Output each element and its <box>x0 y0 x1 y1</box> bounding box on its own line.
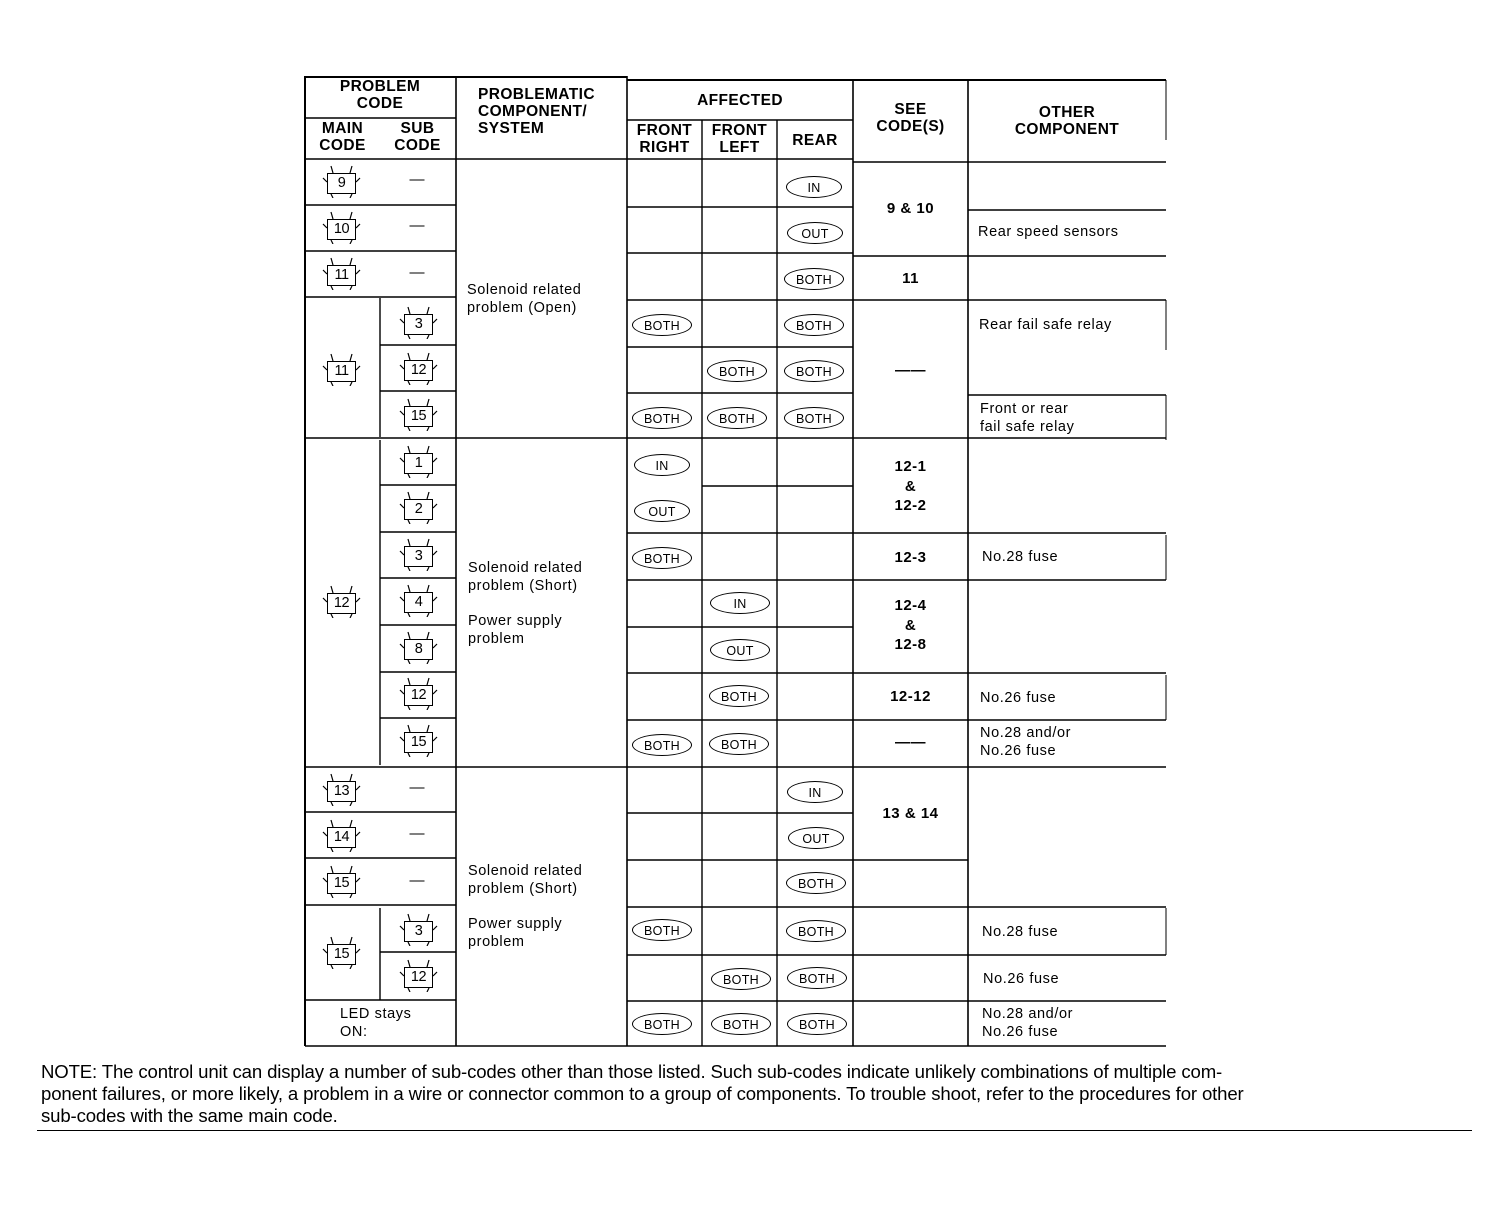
header-front-left: FRONT LEFT <box>711 122 768 156</box>
led-ray <box>427 474 429 478</box>
led-ray <box>356 224 360 228</box>
component-power-13-15: Power supply problem <box>468 916 563 950</box>
main-code-9: 9 <box>319 164 367 198</box>
led-ray <box>427 753 429 757</box>
led-ray <box>331 286 333 290</box>
led-ray <box>433 365 437 369</box>
led-ray <box>350 586 352 593</box>
led-ray <box>350 866 352 873</box>
badge-both: BOTH <box>632 314 692 336</box>
see-code-9-10: 9 & 10 <box>886 200 935 217</box>
led-ray <box>408 335 410 339</box>
badge-both: BOTH <box>709 685 769 707</box>
led-ray <box>427 399 429 406</box>
badge-both: BOTH <box>632 1013 692 1035</box>
sub-code-none: — <box>409 779 425 796</box>
other-fuse-28-26: No.28 and/or No.26 fuse <box>982 1006 1074 1040</box>
header-problematic-component: PROBLEMATIC COMPONENT/ SYSTEM <box>478 86 595 137</box>
badge-in: IN <box>634 454 690 476</box>
led-ray <box>356 832 360 836</box>
led-ray <box>350 802 352 806</box>
led-ray <box>331 586 333 593</box>
badge-both: BOTH <box>784 407 844 429</box>
footnote: NOTE: The control unit can display a number of sub-codes other than those listed. Such sub-codes indicate unlikely combinations of multiple com- ponent failures, or more likely, a problem in a wire or connector common to a group of components. To trouble shoot, refer to the procedures for other sub-codes with the same main code. <box>41 1061 1244 1126</box>
other-fuse-26: No.26 fuse <box>980 690 1057 706</box>
led-ray <box>356 366 360 370</box>
other-fuse-28: No.28 fuse <box>982 924 1059 940</box>
led-ray <box>350 937 352 944</box>
header-front-right: FRONT RIGHT <box>636 122 693 156</box>
other-fuse-28-26: No.28 and/or No.26 fuse <box>980 725 1072 759</box>
led-ray <box>331 382 333 386</box>
led-ray <box>350 774 352 781</box>
led-ray <box>350 166 352 173</box>
led-ray <box>427 492 429 499</box>
led-ray <box>427 539 429 546</box>
led-ray <box>408 520 410 524</box>
see-code-12-4-12-8: 12-4 & 12-8 <box>894 597 927 653</box>
led-ray <box>350 194 352 198</box>
component-short-12: Solenoid related problem (Short) <box>468 560 583 594</box>
led-ray <box>408 492 410 499</box>
sub-code-15-12: 12 <box>396 958 444 992</box>
header-main-code: MAIN CODE <box>319 120 366 154</box>
main-code-14: 14 <box>319 818 367 852</box>
badge-both: BOTH <box>784 360 844 382</box>
badge-both: BOTH <box>707 360 767 382</box>
led-ray <box>408 706 410 710</box>
led-ray <box>433 972 437 976</box>
led-ray <box>408 567 410 571</box>
see-code-12-12: 12-12 <box>890 688 931 705</box>
led-ray <box>331 194 333 198</box>
other-fuse-28: No.28 fuse <box>982 549 1059 565</box>
led-ray <box>331 802 333 806</box>
badge-in: IN <box>786 176 842 198</box>
sub-code-11-15: 15 <box>396 397 444 431</box>
led-ray <box>408 585 410 592</box>
led-ray <box>350 212 352 219</box>
led-ray <box>433 690 437 694</box>
see-code-12-3: 12-3 <box>894 549 927 566</box>
led-ray <box>427 307 429 314</box>
main-code-15: 15 <box>319 864 367 898</box>
badge-out: OUT <box>787 222 843 244</box>
led-ray <box>356 178 360 182</box>
sub-code-12-4: 4 <box>396 583 444 617</box>
led-ray <box>331 774 333 781</box>
led-ray <box>408 427 410 431</box>
led-ray <box>408 914 410 921</box>
sub-code-12-1: 1 <box>396 444 444 478</box>
led-ray <box>427 942 429 946</box>
main-code-11-group: 11 <box>319 352 367 386</box>
badge-both: BOTH <box>632 547 692 569</box>
main-code-15-group: 15 <box>319 935 367 969</box>
led-ray <box>427 660 429 664</box>
sub-code-none: — <box>409 171 425 188</box>
header-problem-code: PROBLEM CODE <box>339 78 421 112</box>
led-ray <box>331 965 333 969</box>
led-ray <box>427 988 429 992</box>
sub-code-12-3: 3 <box>396 537 444 571</box>
led-ray <box>408 381 410 385</box>
led-ray <box>350 258 352 265</box>
led-ray <box>350 965 352 969</box>
sub-code-none: — <box>409 264 425 281</box>
badge-both: BOTH <box>784 268 844 290</box>
main-code-11: 11 <box>319 256 367 290</box>
led-ray <box>331 212 333 219</box>
badge-both: BOTH <box>787 1013 847 1035</box>
main-code-10: 10 <box>319 210 367 244</box>
led-ray <box>408 725 410 732</box>
led-ray <box>408 539 410 546</box>
led-ray <box>427 914 429 921</box>
badge-both: BOTH <box>784 314 844 336</box>
led-ray <box>427 706 429 710</box>
led-ray <box>356 949 360 953</box>
led-ray <box>433 644 437 648</box>
led-ray <box>331 354 333 361</box>
component-open: Solenoid related problem (Open) <box>467 282 582 316</box>
led-ray <box>331 614 333 618</box>
led-ray <box>433 411 437 415</box>
sub-code-12-8: 8 <box>396 630 444 664</box>
led-ray <box>408 474 410 478</box>
led-ray <box>350 894 352 898</box>
led-ray <box>331 240 333 244</box>
led-ray <box>331 166 333 173</box>
led-ray <box>427 381 429 385</box>
main-code-12-group: 12 <box>319 584 367 618</box>
led-ray <box>433 319 437 323</box>
badge-out: OUT <box>788 827 844 849</box>
led-ray <box>427 567 429 571</box>
led-ray <box>356 270 360 274</box>
led-ray <box>433 458 437 462</box>
component-power-12: Power supply problem <box>468 613 563 647</box>
sub-code-none: — <box>409 872 425 889</box>
sub-code-11-3: 3 <box>396 305 444 339</box>
see-code-none: —— <box>895 734 926 751</box>
see-code-12-1-12-2: 12-1 & 12-2 <box>894 458 927 514</box>
header-rear: REAR <box>792 132 838 149</box>
header-see-codes: SEE CODE(S) <box>876 101 945 135</box>
other-fuse-26: No.26 fuse <box>983 971 1060 987</box>
header-sub-code: SUB CODE <box>394 120 441 154</box>
led-ray <box>350 614 352 618</box>
see-code-none: —— <box>895 362 926 379</box>
badge-both: BOTH <box>632 734 692 756</box>
led-ray <box>331 937 333 944</box>
badge-both: BOTH <box>632 919 692 941</box>
led-ray <box>350 240 352 244</box>
led-ray <box>408 399 410 406</box>
badge-out: OUT <box>634 500 690 522</box>
led-ray <box>408 960 410 967</box>
led-ray <box>331 820 333 827</box>
led-ray <box>408 353 410 360</box>
led-ray <box>408 942 410 946</box>
led-ray <box>408 446 410 453</box>
led-ray <box>408 660 410 664</box>
led-ray <box>427 335 429 339</box>
led-ray <box>408 307 410 314</box>
led-ray <box>408 753 410 757</box>
led-ray <box>331 894 333 898</box>
led-ray <box>331 258 333 265</box>
led-ray <box>331 848 333 852</box>
led-stays-on-label: LED stays ON: <box>340 1006 412 1040</box>
sub-code-none: — <box>409 825 425 842</box>
led-ray <box>427 427 429 431</box>
header-other-component: OTHER COMPONENT <box>1014 104 1120 138</box>
badge-both: BOTH <box>786 872 846 894</box>
badge-both: BOTH <box>711 968 771 990</box>
led-ray <box>356 786 360 790</box>
led-ray <box>408 613 410 617</box>
led-ray <box>433 737 437 741</box>
led-ray <box>350 848 352 852</box>
header-affected: AFFECTED <box>697 92 783 109</box>
sub-code-none: — <box>409 217 425 234</box>
led-ray <box>350 820 352 827</box>
led-ray <box>356 598 360 602</box>
badge-both: BOTH <box>707 407 767 429</box>
led-ray <box>427 353 429 360</box>
led-ray <box>427 520 429 524</box>
sub-code-11-12: 12 <box>396 351 444 385</box>
badge-in: IN <box>787 781 843 803</box>
led-ray <box>427 960 429 967</box>
led-ray <box>350 354 352 361</box>
led-ray <box>433 926 437 930</box>
led-ray <box>331 866 333 873</box>
led-ray <box>427 585 429 592</box>
led-ray <box>350 382 352 386</box>
led-ray <box>408 988 410 992</box>
badge-in: IN <box>710 592 770 614</box>
see-code-11: 11 <box>902 270 919 287</box>
badge-both: BOTH <box>786 920 846 942</box>
other-rear-speed-sensors: Rear speed sensors <box>978 224 1119 240</box>
see-code-13-14: 13 & 14 <box>882 805 939 822</box>
other-rear-fail-safe-relay: Rear fail safe relay <box>979 317 1112 333</box>
sub-code-12-15: 15 <box>396 723 444 757</box>
other-front-rear-fail-safe-relay: Front or rear fail safe relay <box>980 401 1075 435</box>
sub-code-12-2: 2 <box>396 490 444 524</box>
sub-code-12-12: 12 <box>396 676 444 710</box>
sub-code-15-3: 3 <box>396 912 444 946</box>
led-ray <box>408 678 410 685</box>
note-divider <box>37 1130 1472 1131</box>
led-ray <box>433 504 437 508</box>
badge-both: BOTH <box>787 967 847 989</box>
badge-both: BOTH <box>711 1013 771 1035</box>
led-ray <box>350 286 352 290</box>
led-ray <box>427 632 429 639</box>
led-ray <box>427 613 429 617</box>
main-code-13: 13 <box>319 772 367 806</box>
component-short-13-15: Solenoid related problem (Short) <box>468 863 583 897</box>
led-ray <box>427 725 429 732</box>
led-ray <box>356 878 360 882</box>
led-ray <box>433 597 437 601</box>
led-ray <box>427 678 429 685</box>
led-ray <box>433 551 437 555</box>
led-ray <box>427 446 429 453</box>
led-ray <box>408 632 410 639</box>
badge-both: BOTH <box>632 407 692 429</box>
badge-out: OUT <box>710 639 770 661</box>
badge-both: BOTH <box>709 733 769 755</box>
